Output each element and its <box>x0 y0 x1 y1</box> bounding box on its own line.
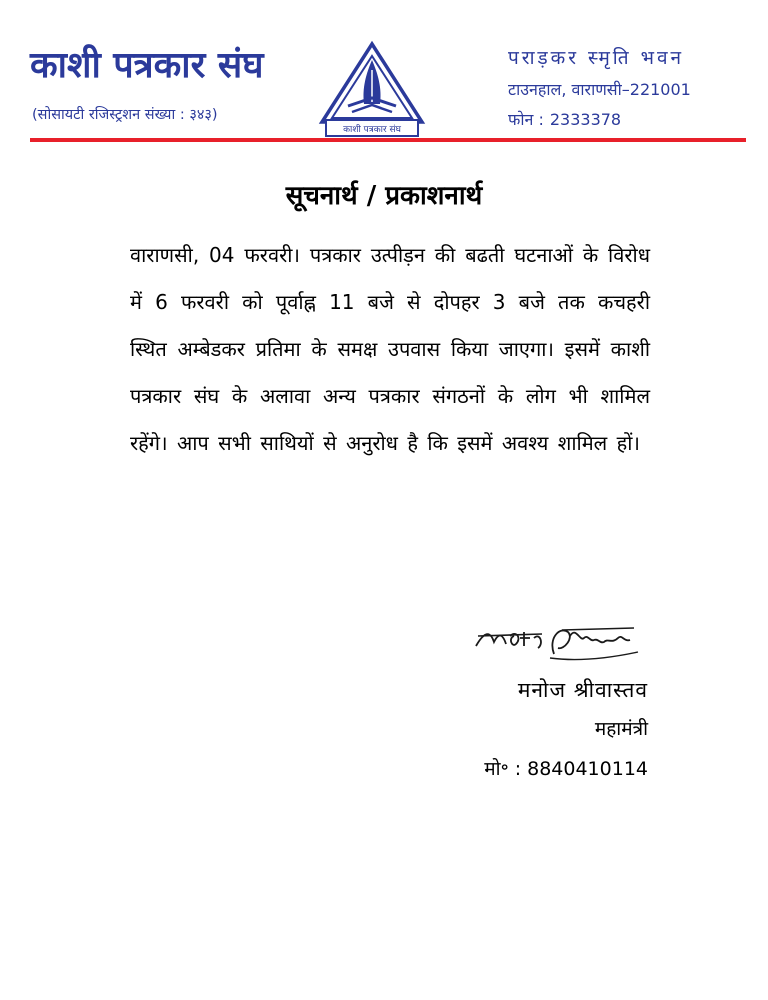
mobile-label: मो॰ : <box>484 758 522 780</box>
logo-text: काशी पत्रकार संघ <box>343 125 401 135</box>
mobile-number: 8840410114 <box>527 758 648 780</box>
signatory-designation: महामंत्री <box>594 718 648 740</box>
letterhead <box>0 0 768 145</box>
phone-label: फोन : <box>508 110 544 129</box>
document-title: सूचनार्थ / प्रकाशनार्थ <box>285 181 483 211</box>
registration-number: (सोसायटी रजिस्ट्रशन संख्या : ३४३) <box>32 107 218 123</box>
signature-icon <box>470 608 645 666</box>
signatory-name: मनोज श्रीवास्तव <box>517 678 648 702</box>
phone-number: 2333378 <box>549 110 622 129</box>
org-name: काशी पत्रकार संघ <box>30 45 264 86</box>
address-line: टाउनहाल, वाराणसी–221001 <box>508 80 691 99</box>
document-body: वाराणसी, 04 फरवरी। पत्रकार उत्पीड़न की बढती घटनाओं के विरोध में 6 फरवरी को पूर्वाह्न 11 बजे से दोपहर 3 बजे तक कचहरी स्थित अम्बेडकर प्रतिमा के समक्ष उपवास किया जाएगा। इसमें काशी पत्रकार संघ के अलावा अन्य पत्रकार संगठनों के लोग भी शामिल रहेंगे। आप सभी साथियों से अनुरोध है कि इसमें अवश्य शामिल हों। <box>130 243 650 455</box>
signatory-mobile <box>400 754 648 784</box>
phone-line <box>508 108 748 132</box>
header-rule <box>30 138 746 142</box>
building-name: पराड़कर स्मृति भवन <box>508 47 685 69</box>
org-logo-icon <box>318 40 426 138</box>
